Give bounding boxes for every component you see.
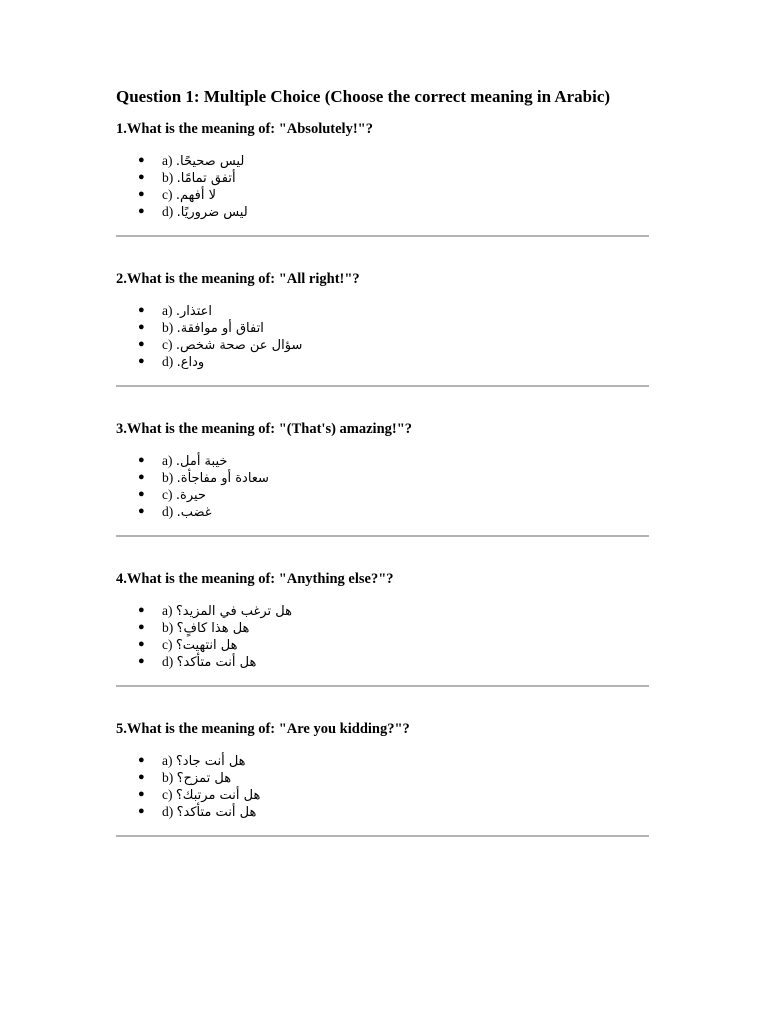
bullet-icon: ● xyxy=(138,205,145,217)
option-letter: a) xyxy=(162,453,176,468)
option-letter: a) xyxy=(162,603,176,618)
bullet-icon: ● xyxy=(138,154,145,166)
option-list xyxy=(116,752,649,820)
answer-option xyxy=(116,152,649,169)
answer-option xyxy=(116,302,649,319)
bullet-icon: ● xyxy=(138,488,145,500)
option-letter: c) xyxy=(162,637,176,652)
answer-option xyxy=(116,602,649,619)
question-prompt: 4.What is the meaning of: "Anything else?"? xyxy=(116,571,394,587)
answer-option xyxy=(116,336,649,353)
option-letter: c) xyxy=(162,337,176,352)
bullet-icon: ● xyxy=(138,171,145,183)
option-letter: d) xyxy=(162,504,177,519)
question-block-4 xyxy=(116,570,649,687)
answer-option xyxy=(116,203,649,220)
section-divider xyxy=(116,685,649,687)
option-text: هل تمزح؟ xyxy=(176,771,232,786)
option-text: هل أنت مرتبك؟ xyxy=(175,788,261,803)
option-letter: b) xyxy=(162,620,177,635)
option-text: سؤال عن صحة شخص. xyxy=(175,338,303,353)
section-divider xyxy=(116,235,649,237)
option-text: لا أفهم. xyxy=(175,188,217,203)
option-text: حيرة. xyxy=(175,488,206,503)
option-letter: b) xyxy=(162,170,177,185)
question-prompt: 1.What is the meaning of: "Absolutely!"? xyxy=(116,121,373,137)
option-text: هل أنت جاد؟ xyxy=(175,754,246,769)
option-letter: b) xyxy=(162,320,177,335)
answer-option xyxy=(116,619,649,636)
option-letter: c) xyxy=(162,487,176,502)
section-divider xyxy=(116,385,649,387)
option-letter: a) xyxy=(162,153,176,168)
option-letter: c) xyxy=(162,787,176,802)
answer-option xyxy=(116,803,649,820)
page-title: Question 1: Multiple Choice (Choose the correct meaning in Arabic) xyxy=(116,87,611,106)
document-page xyxy=(116,86,649,837)
option-letter: d) xyxy=(162,804,177,819)
question-prompt: 3.What is the meaning of: "(That's) amazing!"? xyxy=(116,421,413,437)
answer-option xyxy=(116,769,649,786)
section-divider xyxy=(116,835,649,837)
answer-option xyxy=(116,169,649,186)
bullet-icon: ● xyxy=(138,304,145,316)
option-letter: c) xyxy=(162,187,176,202)
answer-option xyxy=(116,786,649,803)
option-text: وداع. xyxy=(176,355,205,370)
bullet-icon: ● xyxy=(138,338,145,350)
option-text: أتفق تمامًا. xyxy=(176,171,236,186)
answer-option xyxy=(116,452,649,469)
option-text: ليس صحيحًا. xyxy=(175,154,245,169)
bullet-icon: ● xyxy=(138,621,145,633)
answer-option xyxy=(116,353,649,370)
bullet-icon: ● xyxy=(138,454,145,466)
option-list xyxy=(116,152,649,220)
bullet-icon: ● xyxy=(138,638,145,650)
question-block-3 xyxy=(116,420,649,537)
option-list xyxy=(116,302,649,370)
option-letter: a) xyxy=(162,753,176,768)
bullet-icon: ● xyxy=(138,754,145,766)
question-prompt: 5.What is the meaning of: "Are you kidding?"? xyxy=(116,721,410,737)
option-text: هل ترغب في المزيد؟ xyxy=(175,604,292,619)
option-text: غضب. xyxy=(176,505,212,520)
question-block-2 xyxy=(116,270,649,387)
option-text: هل أنت متأكد؟ xyxy=(176,655,257,670)
option-text: سعادة أو مفاجأة. xyxy=(176,471,269,486)
answer-option xyxy=(116,503,649,520)
option-letter: a) xyxy=(162,303,176,318)
option-text: اتفاق أو موافقة. xyxy=(176,321,264,336)
option-text: ليس ضروريًا. xyxy=(176,205,248,220)
option-list xyxy=(116,602,649,670)
bullet-icon: ● xyxy=(138,805,145,817)
answer-option xyxy=(116,653,649,670)
answer-option xyxy=(116,752,649,769)
bullet-icon: ● xyxy=(138,355,145,367)
option-letter: b) xyxy=(162,770,177,785)
section-divider xyxy=(116,535,649,537)
option-letter: b) xyxy=(162,470,177,485)
option-letter: d) xyxy=(162,654,177,669)
option-text: هل هذا كافٍ؟ xyxy=(176,621,250,636)
option-text: هل انتهيت؟ xyxy=(175,638,238,653)
answer-option xyxy=(116,486,649,503)
answer-option xyxy=(116,319,649,336)
bullet-icon: ● xyxy=(138,655,145,667)
bullet-icon: ● xyxy=(138,471,145,483)
option-letter: d) xyxy=(162,354,177,369)
answer-option xyxy=(116,186,649,203)
bullet-icon: ● xyxy=(138,188,145,200)
option-text: اعتذار. xyxy=(175,304,213,319)
bullet-icon: ● xyxy=(138,321,145,333)
answer-option xyxy=(116,636,649,653)
bullet-icon: ● xyxy=(138,771,145,783)
bullet-icon: ● xyxy=(138,604,145,616)
question-list xyxy=(116,120,649,837)
question-prompt: 2.What is the meaning of: "All right!"? xyxy=(116,271,360,287)
option-text: هل أنت متأكد؟ xyxy=(176,805,257,820)
bullet-icon: ● xyxy=(138,788,145,800)
question-block-5 xyxy=(116,720,649,837)
option-text: خيبة أمل. xyxy=(175,454,228,469)
option-letter: d) xyxy=(162,204,177,219)
option-list xyxy=(116,452,649,520)
bullet-icon: ● xyxy=(138,505,145,517)
question-block-1 xyxy=(116,120,649,237)
answer-option xyxy=(116,469,649,486)
